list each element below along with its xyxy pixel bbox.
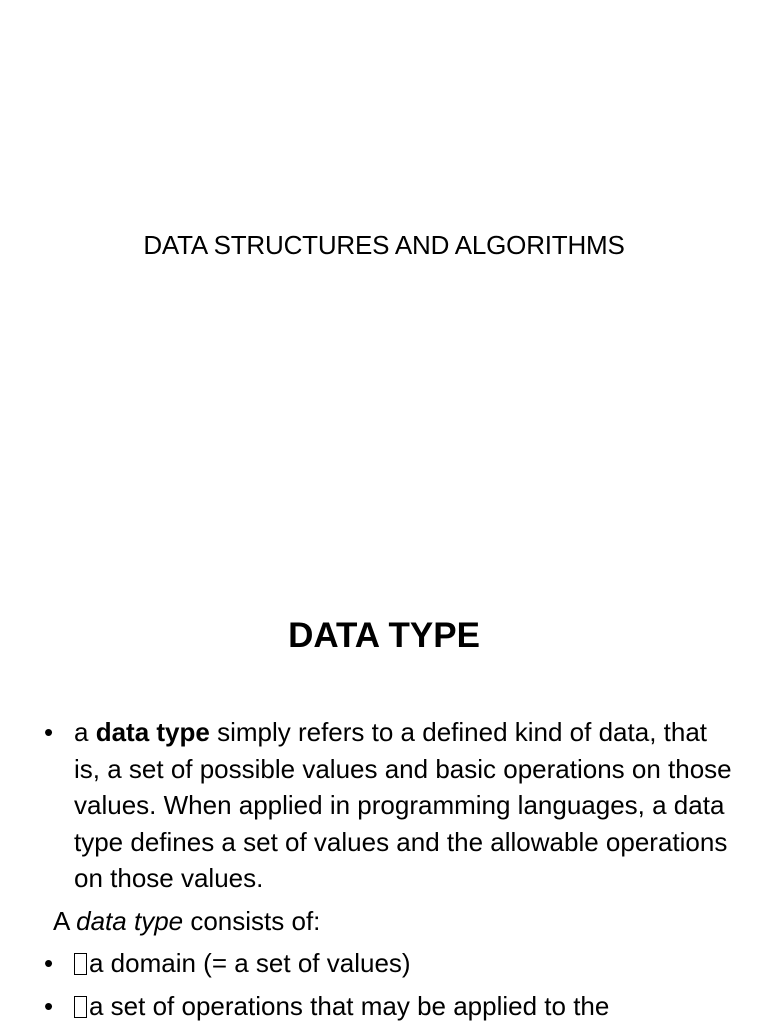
slide-2-body <box>44 714 734 1024</box>
bullet-data-type-definition <box>44 714 734 897</box>
slide-1-title: DATA STRUCTURES AND ALGORITHMS <box>143 230 625 260</box>
missing-glyph-icon <box>74 953 87 975</box>
consists-of-line <box>44 903 734 940</box>
slide-2 <box>0 576 768 1024</box>
bullet-operations <box>44 988 734 1024</box>
slide-2-title: DATA TYPE <box>288 616 480 655</box>
consists-italic-term: data type <box>76 905 184 936</box>
bullet-domain <box>44 945 734 982</box>
bullet-icon: • <box>44 990 54 1021</box>
bullet-icon: • <box>44 717 54 747</box>
bullet-text: simply refers to a defined kind of data, that is, a set of possible values and basic operations on those values. When applied in programming languages, a data type defines a set of values and the allowable operations on those values. <box>74 717 732 893</box>
bullet-icon: • <box>44 948 54 978</box>
bullet-prefix: a <box>74 717 96 747</box>
consists-prefix: A <box>53 905 77 936</box>
missing-glyph-icon <box>74 996 87 1018</box>
consists-text: consists of: <box>183 905 321 936</box>
bullet-operations-text: a set of operations that may be applied to the <box>89 990 610 1021</box>
bullet-domain-text: a domain (= a set of values) <box>89 948 411 978</box>
bullet-bold-term: data type <box>95 717 210 747</box>
